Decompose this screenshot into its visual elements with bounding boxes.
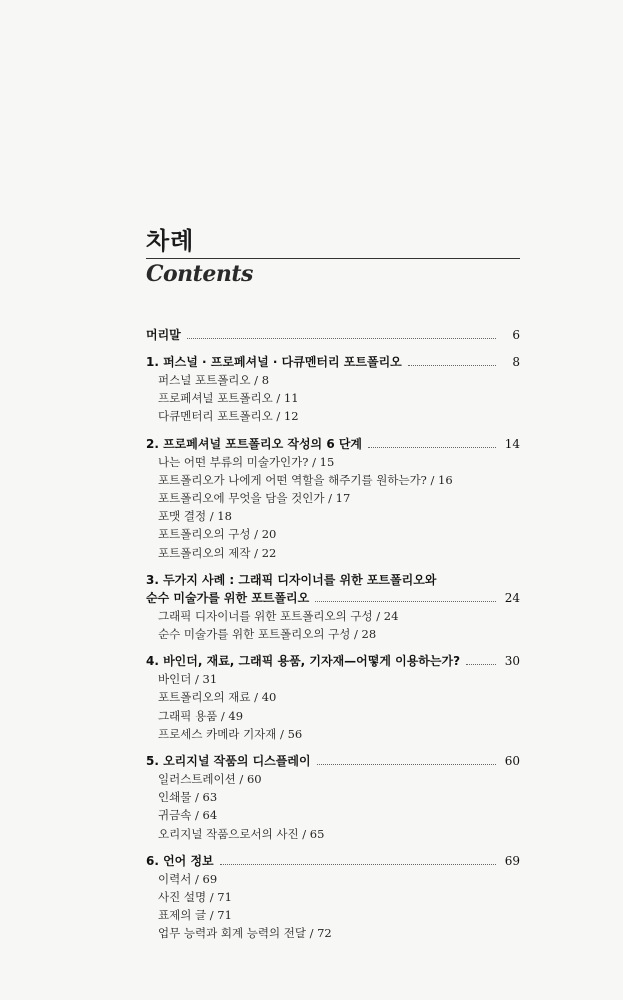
toc-section-1 [146, 353, 520, 426]
toc-entry[interactable]: 사진 설명 / 71 [158, 890, 232, 905]
toc-entry[interactable]: 그래픽 디자이너를 위한 포트폴리오의 구성 / 24 [158, 608, 399, 623]
toc-entry[interactable]: 포맷 결정 / 18 [158, 509, 232, 524]
toc-section-2 [146, 435, 520, 562]
dot-leader [187, 338, 496, 339]
chapter-title: 2. 프로페셔널 포트폴리오 작성의 6 단계 [146, 436, 363, 451]
dot-leader [408, 365, 496, 366]
toc-chapter-line[interactable] [146, 326, 520, 344]
chapter-title: 1. 퍼스널 · 프로페셔널 · 다큐멘터리 포트폴리오 [146, 355, 402, 369]
chapter-page-number: 30 [504, 654, 520, 669]
toc-section-5 [146, 752, 520, 843]
chapter-page-number: 24 [504, 590, 520, 605]
chapter-page-number: 69 [504, 853, 520, 868]
chapter-title: 4. 바인더, 재료, 그래픽 용품, 기자재—어떻게 이용하는가? [146, 654, 461, 669]
dot-leader [466, 664, 496, 665]
toc-entry[interactable]: 퍼스널 포트폴리오 / 8 [158, 373, 270, 387]
toc-entry[interactable]: 이력서 / 69 [158, 871, 218, 886]
toc-entry[interactable]: 포트폴리오에 무엇을 담을 것인가 / 17 [158, 491, 351, 506]
toc-entry[interactable]: 나는 어떤 부류의 미술가인가? / 15 [158, 454, 335, 469]
toc-entry[interactable]: 포트폴리오의 구성 / 20 [158, 527, 277, 542]
toc-entry[interactable]: 오리지널 작품으로서의 사진 / 65 [158, 826, 325, 841]
chapter-title: 6. 언어 정보 [146, 853, 214, 868]
chapter-title-line1: 3. 두가지 사례 : 그래픽 디자이너를 위한 포트폴리오와 [146, 572, 437, 587]
toc-entry[interactable]: 포트폴리오의 제작 / 22 [158, 545, 277, 560]
toc-header [146, 226, 520, 289]
toc-section-preface [146, 326, 520, 344]
toc-chapter-line[interactable] [146, 435, 520, 453]
toc-entry[interactable]: 일러스트레이션 / 60 [158, 772, 262, 787]
chapter-title: 5. 오리지널 작품의 디스플레이 [146, 754, 311, 769]
toc-entry[interactable]: 포트폴리오가 나에게 어떤 역할을 해주기를 원하는가? / 16 [158, 472, 453, 487]
toc-section-6 [146, 852, 520, 943]
dot-leader [368, 447, 496, 448]
chapter-title: 순수 미술가를 위한 포트폴리오 [146, 590, 310, 605]
toc-chapter-line[interactable] [146, 589, 520, 607]
table-of-contents [146, 326, 520, 952]
toc-chapter-line[interactable] [146, 652, 520, 670]
toc-entry[interactable]: 업무 능력과 회계 능력의 전달 / 72 [158, 926, 332, 941]
toc-section-3 [146, 571, 520, 643]
toc-chapter-line[interactable] [146, 852, 520, 870]
chapter-page-number: 6 [512, 328, 520, 342]
page-title-english: Contents [146, 261, 253, 287]
toc-chapter-line[interactable] [146, 353, 520, 371]
toc-entry[interactable]: 포트폴리오의 재료 / 40 [158, 690, 277, 705]
toc-section-4 [146, 652, 520, 743]
dot-leader [317, 764, 496, 765]
toc-entry[interactable]: 프로페셔널 포트폴리오 / 11 [158, 391, 299, 406]
toc-entry[interactable]: 인쇄물 / 63 [158, 790, 218, 805]
toc-entry[interactable]: 그래픽 용품 / 49 [158, 708, 244, 723]
toc-chapter-line[interactable] [146, 752, 520, 770]
toc-entry[interactable]: 귀금속 / 64 [158, 808, 218, 823]
dot-leader [315, 601, 496, 602]
toc-entry[interactable]: 표제의 글 / 71 [158, 908, 232, 923]
page-title-korean: 차례 [146, 226, 195, 255]
chapter-page-number: 8 [512, 355, 520, 369]
chapter-page-number: 60 [504, 754, 520, 769]
toc-entry[interactable]: 다큐멘터리 포트폴리오 / 12 [158, 409, 299, 424]
toc-entry[interactable]: 순수 미술가를 위한 포트폴리오의 구성 / 28 [158, 627, 377, 642]
chapter-page-number: 14 [504, 436, 520, 451]
toc-chapter-line-first[interactable] [146, 571, 520, 589]
toc-entry[interactable]: 바인더 / 31 [158, 672, 218, 687]
dot-leader [220, 864, 496, 865]
toc-entry[interactable]: 프로세스 카메라 기자재 / 56 [158, 726, 303, 741]
chapter-title: 머리말 [146, 328, 181, 342]
